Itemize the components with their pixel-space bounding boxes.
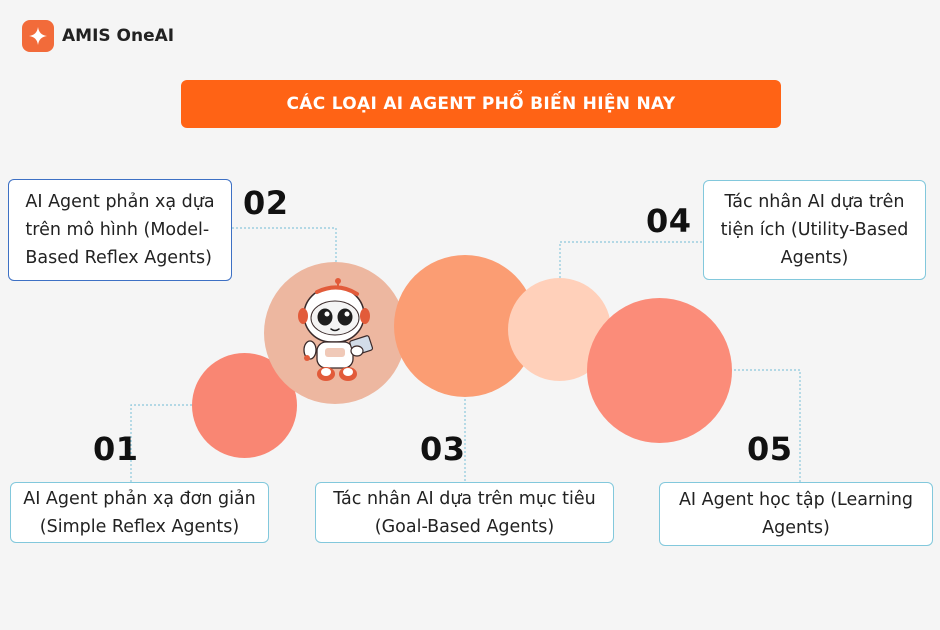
agent-number-04: 04 bbox=[646, 202, 692, 240]
agent-03-line-1: Tác nhân AI dựa trên mục tiêu bbox=[333, 488, 596, 509]
agent-04-line-1: Tác nhân AI dựa trên bbox=[724, 192, 905, 212]
agent-card-02 bbox=[8, 179, 232, 281]
agent-card-03 bbox=[315, 482, 614, 543]
agent-05-line-1: AI Agent học tập (Learning bbox=[678, 490, 914, 510]
agent-02-line-1: AI Agent phản xạ dựa bbox=[25, 192, 215, 212]
connector-04 bbox=[560, 242, 703, 278]
robot-mascot-icon bbox=[293, 278, 383, 388]
agent-04-line-2: tiện ích (Utility-Based bbox=[720, 220, 909, 240]
agent-01-line-1: AI Agent phản xạ đơn giản bbox=[23, 488, 256, 509]
agent-card-04 bbox=[703, 180, 926, 280]
agent-number-05: 05 bbox=[747, 430, 793, 468]
connector-02 bbox=[232, 228, 336, 262]
agent-01-line-2: (Simple Reflex Agents) bbox=[39, 516, 240, 537]
agent-card-05 bbox=[659, 482, 933, 546]
agent-card-01 bbox=[10, 482, 269, 543]
agent-03-line-2: (Goal-Based Agents) bbox=[374, 516, 555, 537]
banner-title: CÁC LOẠI AI AGENT PHỔ BIẾN HIỆN NAY bbox=[181, 80, 781, 128]
agent-number-03: 03 bbox=[420, 430, 466, 468]
agent-number-01: 01 bbox=[93, 430, 139, 468]
agent-02-line-2: trên mô hình (Model- bbox=[25, 220, 210, 240]
agent-02-line-3: Based Reflex Agents) bbox=[25, 248, 212, 268]
brand-name: AMIS OneAI bbox=[62, 26, 175, 46]
agent-number-02: 02 bbox=[243, 184, 289, 222]
agent-04-line-3: Agents) bbox=[780, 248, 849, 268]
agent-05-line-2: Agents) bbox=[762, 518, 830, 538]
bubble-05 bbox=[587, 298, 732, 443]
connector-01 bbox=[131, 405, 192, 490]
